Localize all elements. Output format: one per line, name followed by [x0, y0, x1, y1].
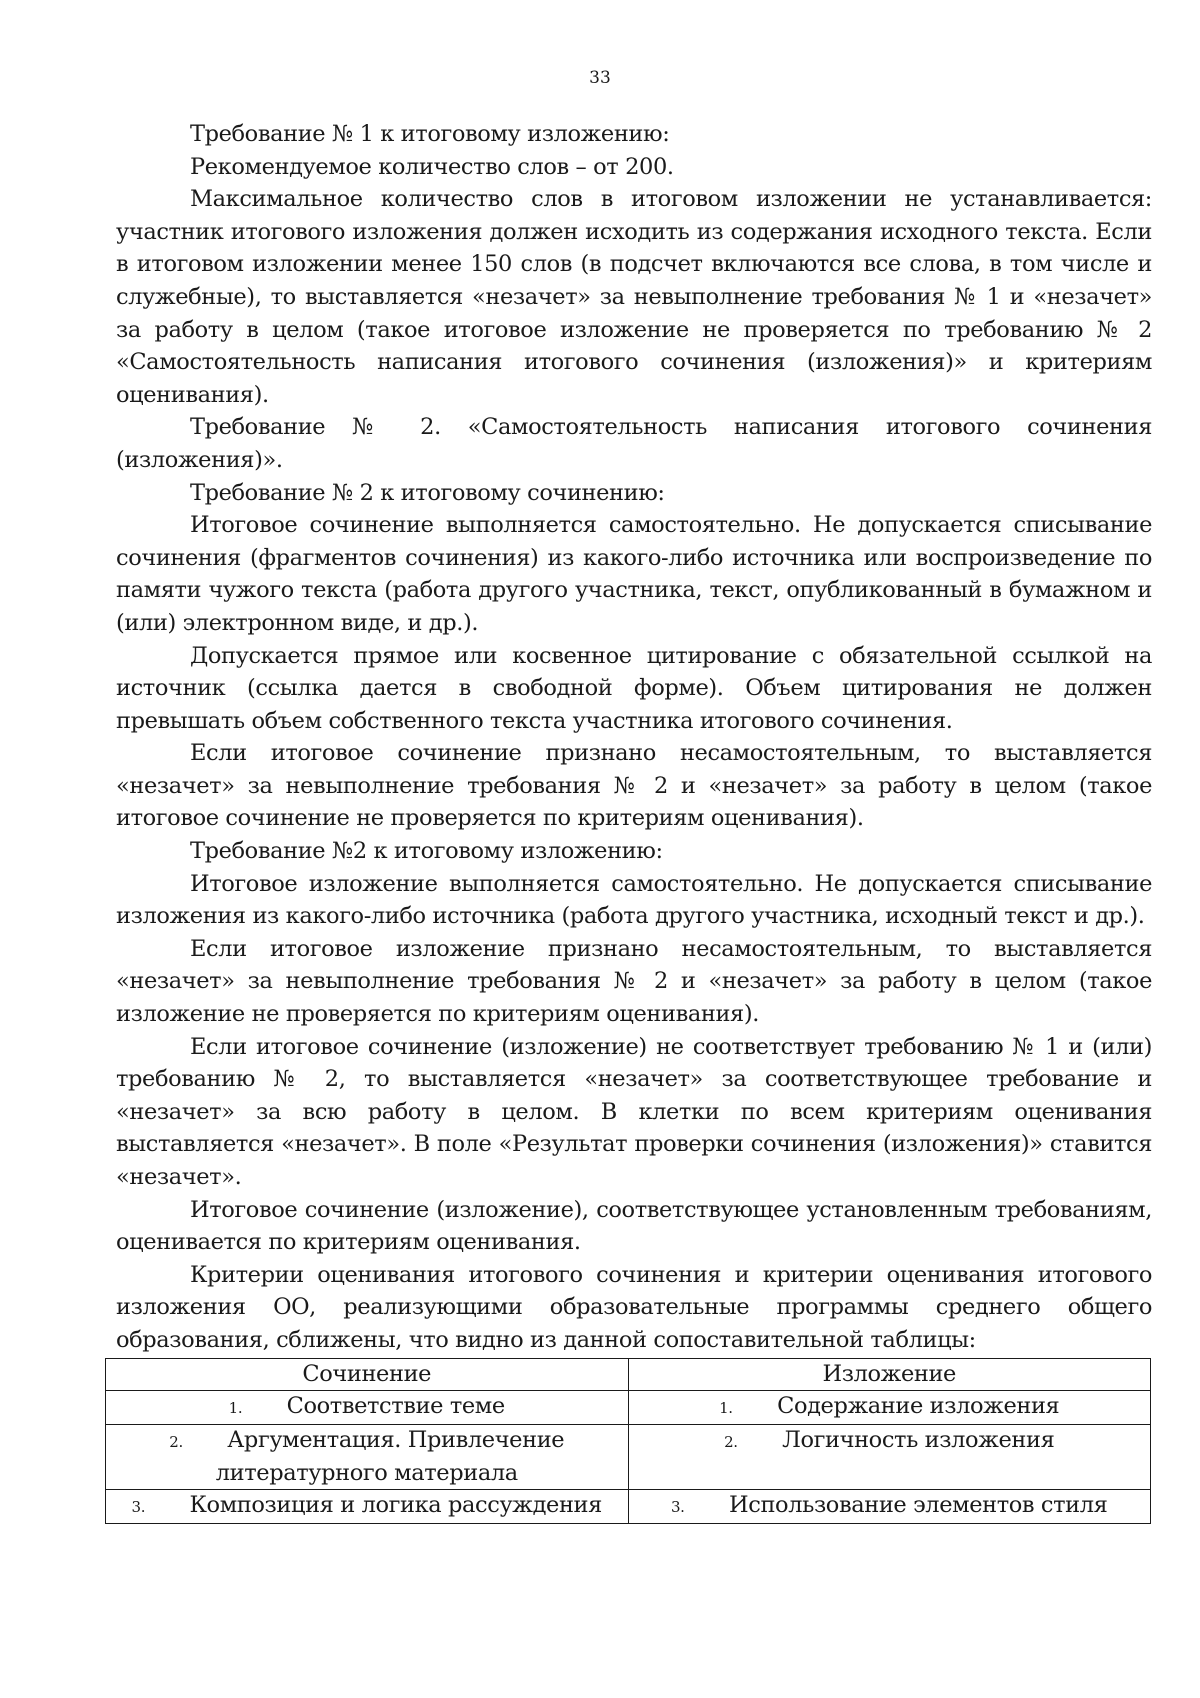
summary-criterion-cell: [628, 1489, 1151, 1523]
header-summary: Изложение: [628, 1358, 1151, 1390]
paragraph: Итоговое сочинение выполняется самостоятельно. Не допускается списывание сочинения (фрагментов сочинения) из какого-либо источника или воспроизведение по памяти чужого текста (работа другого участника, текст, опубликованный в бумажном и (или) электронном виде, и др.).: [116, 512, 1152, 636]
paragraph: Рекомендуемое количество слов – от 200.: [190, 153, 674, 180]
paragraph: Требование № 2 к итоговому сочинению:: [190, 479, 665, 506]
summary-criterion: Использование элементов стиля: [729, 1491, 1108, 1518]
item-number: 3.: [131, 1497, 146, 1516]
essay-criterion-cell: [106, 1390, 629, 1424]
paragraph: Требование №2 к итоговому изложению:: [190, 838, 663, 865]
paragraph: Допускается прямое или косвенное цитирование с обязательной ссылкой на источник (ссылка дается в свободной форме). Объем цитирования не должен превышать объем собственного текста участника итогового сочинения.: [116, 642, 1152, 734]
paragraph: Если итоговое сочинение признано несамостоятельным, то выставляется «незачет» за невыполнение требования № 2 и «незачет» за работу в целом (такое итоговое сочинение не проверяется по критериям оценивания).: [116, 740, 1152, 832]
table-header-row: [106, 1358, 1151, 1390]
table-row: [106, 1424, 1151, 1489]
essay-criterion-cell: [106, 1424, 629, 1489]
table-row: [106, 1390, 1151, 1424]
essay-criterion: Композиция и логика рассуждения: [189, 1491, 602, 1518]
comparison-table: [105, 1358, 1151, 1524]
item-number: 1.: [228, 1398, 243, 1417]
paragraph: Итоговое сочинение (изложение), соответствующее установленным требованиям, оценивается по критериям оценивания.: [116, 1196, 1152, 1256]
item-number: 1.: [719, 1398, 733, 1417]
essay-criterion: Соответствие теме: [286, 1392, 505, 1419]
paragraph: Если итоговое изложение признано несамостоятельным, то выставляется «незачет» за невыполнение требования № 2 и «незачет» за работу в целом (такое изложение не проверяется по критериям оценивания).: [116, 935, 1152, 1028]
paragraph: Итоговое изложение выполняется самостоятельно. Не допускается списывание изложения из какого-либо источника (работа другого участника, исходный текст и др.).: [116, 870, 1152, 930]
item-number: 3.: [671, 1497, 685, 1516]
paragraph: Критерии оценивания итогового сочинения и критерии оценивания итогового изложения ОО, реализующими образовательные программы среднего общего образования, сближены, что видно из данной сопоставительной таблицы:: [116, 1261, 1152, 1353]
summary-criterion: Логичность изложения: [782, 1426, 1055, 1453]
essay-criterion: Аргументация. Привлечение литературного материала: [215, 1426, 565, 1486]
item-number: 2.: [169, 1432, 183, 1451]
paragraph: Максимальное количество слов в итоговом изложении не устанавливается: участник итогового изложения должен исходить из содержания исходного текста. Если в итоговом изложении менее 150 слов (в подсчет включаются все слова, в том числе и служебные), то выставляется «незачет» за невыполнение требования № 1 и «незачет» за работу в целом (такое итоговое изложение не проверяется по требованию № 2 «Самостоятельность написания итогового сочинения (изложения)» и критериям оценивания).: [116, 186, 1152, 408]
item-number: 2.: [724, 1432, 738, 1451]
paragraph: Если итоговое сочинение (изложение) не соответствует требованию № 1 и (или) требованию № 2, то выставляется «незачет» за соответствующее требование и «незачет» за всю работу в целом. В клетки по всем критериям оценивания выставляется «незачет». В поле «Результат проверки сочинения (изложения)» ставится «незачет».: [116, 1033, 1152, 1190]
header-essay: Сочинение: [106, 1358, 629, 1390]
summary-criterion-cell: [628, 1424, 1151, 1489]
summary-criterion-cell: [628, 1390, 1151, 1424]
table-row: [106, 1489, 1151, 1523]
essay-criterion-cell: [106, 1489, 629, 1523]
paragraph: Требование № 2. «Самостоятельность написания итогового сочинения (изложения)».: [116, 414, 1152, 473]
paragraph: Требование № 1 к итоговому изложению:: [190, 121, 670, 147]
document-body: [116, 118, 1152, 1524]
summary-criterion: Содержание изложения: [777, 1392, 1060, 1419]
page-number: 33: [589, 68, 611, 88]
